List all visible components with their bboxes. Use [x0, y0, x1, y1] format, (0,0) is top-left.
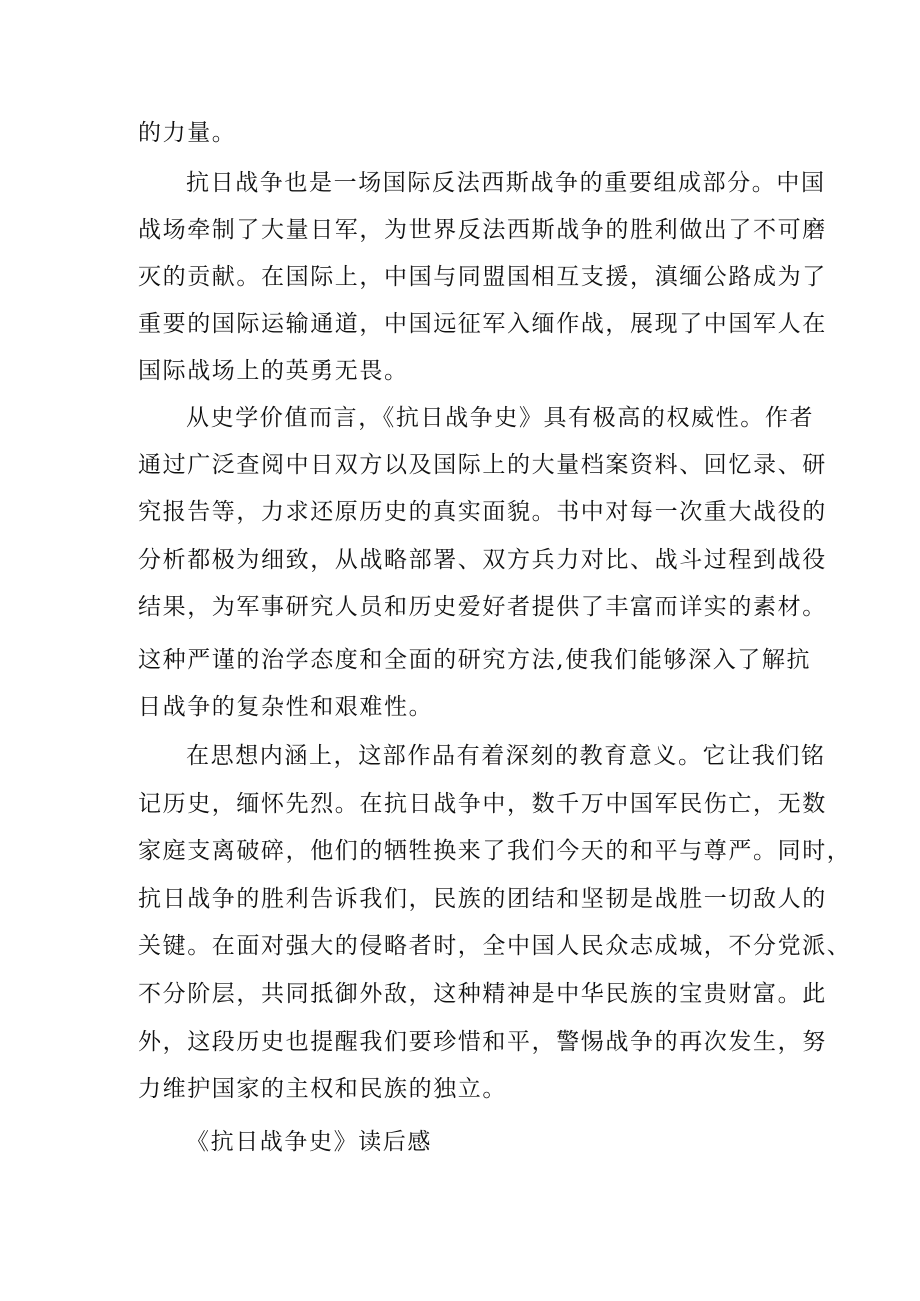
text-line: 关键。在面对强大的侵略者时，全中国人民众志成城，不分党派、: [138, 933, 852, 959]
text-line: 重要的国际运输通道，中国远征军入缅作战，展现了中国军人在: [138, 311, 827, 337]
text-line: 灭的贡献。在国际上，中国与同盟国相互支援，滇缅公路成为了: [138, 264, 827, 290]
text-line: 这种严谨的治学态度和全面的研究方法,使我们能够深入了解抗: [138, 647, 812, 673]
text-line: 究报告等，力求还原历史的真实面貌。书中对每一次重大战役的: [138, 499, 827, 525]
text-line: 家庭支离破碎，他们的牺牲换来了我们今天的和平与尊严。同时，: [138, 838, 852, 864]
text-line: 分析都极为细致，从战略部署、双方兵力对比、战斗过程到战役: [138, 547, 827, 573]
text-line: 力维护国家的主权和民族的独立。: [138, 1076, 507, 1102]
text-line: 结果，为军事研究人员和历史爱好者提供了丰富而详实的素材。: [138, 594, 827, 620]
text-line: 战场牵制了大量日军，为世界反法西斯战争的胜利做出了不可磨: [138, 217, 827, 243]
text-line: 记历史，缅怀先烈。在抗日战争中，数千万中国军民伤亡，无数: [138, 791, 827, 817]
section-title: 《抗日战争史》读后感: [186, 1129, 432, 1155]
text-line: 通过广泛查阅中日双方以及国际上的大量档案资料、回忆录、研: [138, 452, 827, 478]
text-line: 抗日战争的胜利告诉我们，民族的团结和坚韧是战胜一切敌人的: [138, 886, 827, 912]
paragraph-first-line: 抗日战争也是一场国际反法西斯战争的重要组成部分。中国: [186, 170, 826, 196]
paragraph-first-line: 在思想内涵上，这部作品有着深刻的教育意义。它让我们铭: [186, 743, 826, 769]
text-line: 外，这段历史也提醒我们要珍惜和平，警惕战争的再次发生，努: [138, 1029, 827, 1055]
text-line: 不分阶层，共同抵御外敌，这种精神是中华民族的宝贵财富。此: [138, 981, 827, 1007]
text-line: 的力量。: [138, 120, 237, 146]
paragraph-first-line: 从史学价值而言，《抗日战争史》具有极高的权威性。作者: [186, 405, 815, 431]
text-line: 日战争的复杂性和艰难性。: [138, 694, 434, 720]
text-line: 国际战场上的英勇无畏。: [138, 358, 409, 384]
